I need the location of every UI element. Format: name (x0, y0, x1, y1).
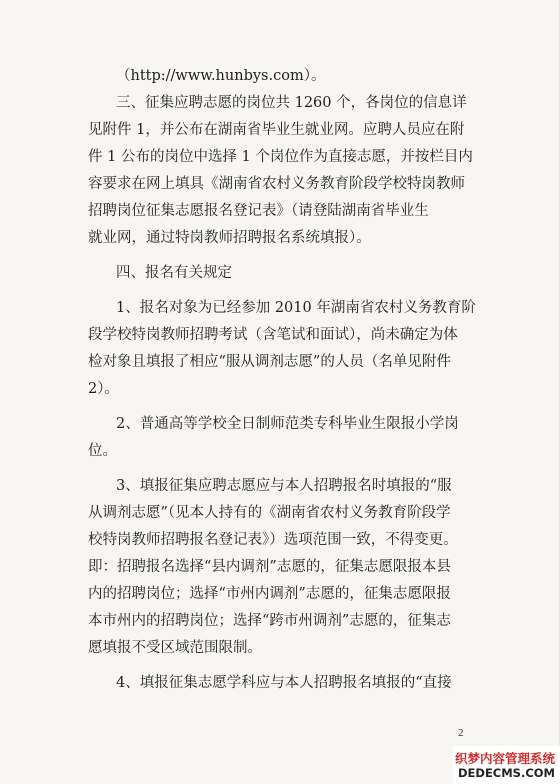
text-line: 位。 (88, 443, 117, 459)
document-body (88, 63, 480, 697)
watermark (453, 746, 560, 784)
section-heading: 四、报名有关规定 (116, 265, 232, 281)
text-line: 从调剂志愿”（见本人持有的《湖南省农村义务教育阶段学 (88, 505, 451, 521)
text-line: 2）。 (88, 381, 119, 397)
text-line: 件 1 公布的岗位中选择 1 个岗位作为直接志愿，并按栏目内 (88, 149, 473, 165)
watermark-title: 织梦内容管理系统 (455, 751, 556, 766)
text-line: 即：招聘报名选择“县内调剂”志愿的，征集志愿限报本县 (88, 559, 451, 575)
text-line: 段学校特岗教师招聘考试（含笔试和面试），尚未确定为体 (88, 327, 458, 343)
text-line: 就业网，通过特岗教师招聘报名系统填报）。 (88, 230, 371, 246)
text-line: 1、报名对象为已经参加 2010 年湖南省农村义务教育阶 (116, 300, 476, 316)
watermark-domain: DEDECMS.COM (458, 766, 555, 780)
text-line: 愿填报不受区域范围限制。 (88, 640, 262, 656)
text-line: 校特岗教师招聘报名登记表》）选项范围一致，不得变更。 (88, 532, 458, 548)
url-line: （http://www.hunbys.com）。 (116, 68, 326, 84)
text-line: 检对象且填报了相应“服从调剂志愿”的人员（名单见附件 (88, 354, 451, 370)
text-line: 本市州内的招聘岗位；选择“跨市州调剂”志愿的，征集志 (88, 613, 451, 629)
text-line: 见附件 1，并公布在湖南省毕业生就业网。应聘人员应在附 (88, 122, 465, 138)
text-line: 4、填报征集志愿学科应与本人招聘报名填报的“直接 (116, 675, 452, 691)
text-line: 三、征集应聘志愿的岗位共 1260 个，各岗位的信息详 (116, 95, 467, 111)
text-line: 招聘岗位征集志愿报名登记表》（请登陆湖南省毕业生 (88, 203, 429, 219)
text-line: 内的招聘岗位；选择“市州内调剂”志愿的，征集志愿限报 (88, 586, 451, 602)
text-line: 3、填报征集应聘志愿应与本人招聘报名时填报的“服 (116, 478, 452, 494)
page-number: 2 (458, 727, 464, 739)
text-line: 容要求在网上填具《湖南省农村义务教育阶段学校特岗教师 (88, 176, 465, 192)
text-line (88, 63, 480, 90)
text-line: 2、普通高等学校全日制师范类专科毕业生限报小学岗 (116, 416, 459, 432)
